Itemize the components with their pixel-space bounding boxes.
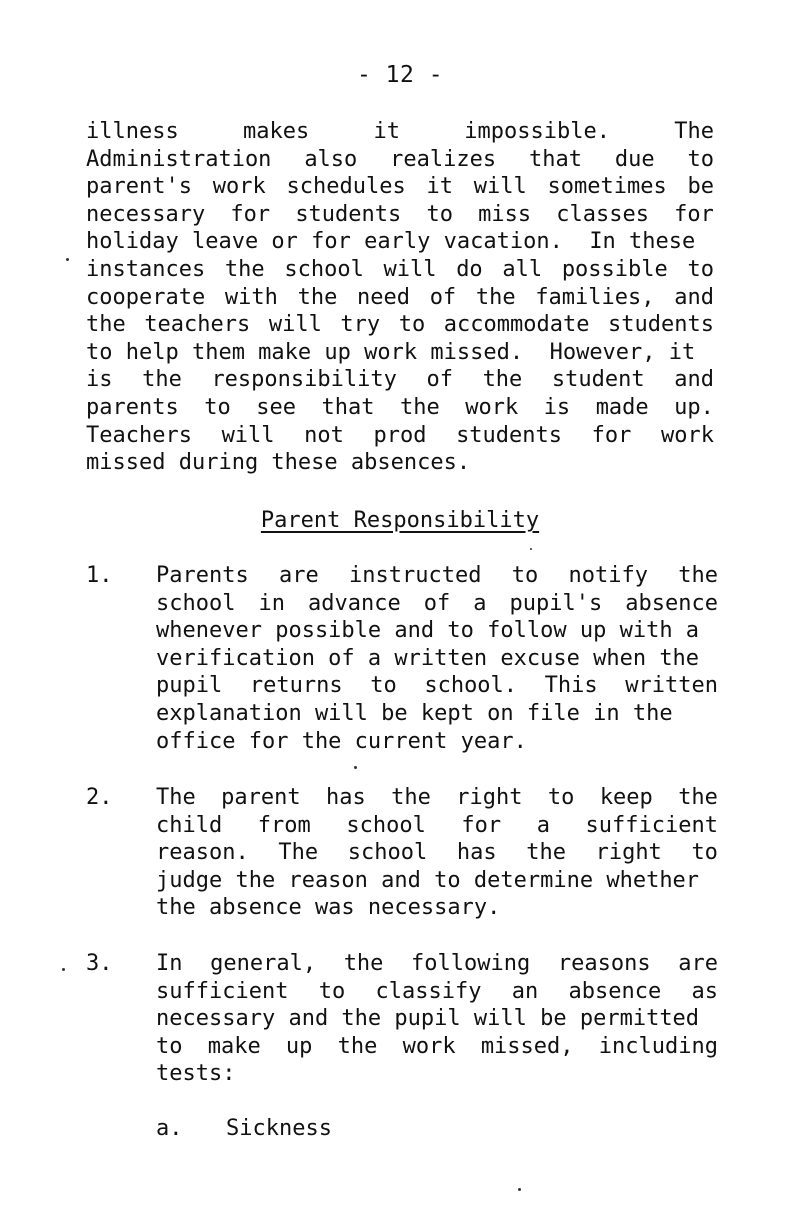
word: Administration	[86, 146, 272, 172]
text-line	[156, 562, 718, 590]
text-line	[156, 812, 718, 840]
word: In	[156, 951, 183, 976]
word: the	[86, 312, 126, 338]
word: The	[278, 840, 319, 866]
text-line	[86, 256, 714, 284]
word: will	[221, 422, 275, 448]
word: school.	[424, 673, 518, 699]
word: try	[340, 312, 381, 338]
word: absence	[568, 978, 662, 1004]
word: to	[156, 1033, 183, 1059]
word: to	[511, 563, 539, 588]
word: has	[456, 840, 497, 866]
word: to	[687, 256, 714, 282]
text-line	[156, 978, 718, 1006]
word: families,	[535, 284, 655, 310]
scan-speck	[62, 968, 65, 971]
word: the	[343, 951, 384, 976]
word: sometimes	[547, 174, 667, 200]
word: absence	[625, 590, 718, 616]
word: cooperate	[86, 284, 206, 310]
word: see	[256, 394, 296, 420]
word: school	[284, 256, 364, 282]
text-line: judge the reason and to determine whether	[156, 867, 700, 893]
scan-speck	[354, 766, 357, 769]
word: accommodate	[443, 312, 590, 338]
word: The	[674, 119, 714, 144]
word: written	[625, 673, 718, 699]
word: advance	[308, 590, 401, 616]
text-line	[156, 1033, 718, 1061]
text-line	[86, 284, 714, 312]
scan-speck	[530, 548, 532, 550]
word: reason.	[156, 840, 249, 866]
word: has	[326, 785, 366, 810]
word: of	[429, 284, 457, 310]
word: to	[547, 785, 575, 810]
word: classes	[556, 201, 649, 227]
word: of	[426, 367, 453, 393]
word: returns	[249, 673, 343, 699]
list-item-body	[156, 784, 718, 922]
word: the	[142, 367, 182, 393]
word: school	[346, 812, 426, 838]
text-line: holiday leave or for early vacation. In these	[86, 229, 696, 255]
word: and	[674, 367, 714, 393]
word: sufficient	[585, 812, 718, 838]
text-line: verification of a written excuse when the	[156, 645, 700, 671]
word: to	[687, 146, 714, 172]
word: students	[295, 201, 402, 227]
word: the	[391, 785, 431, 810]
text-line: office for the current year.	[156, 728, 527, 754]
word: impossible.	[464, 119, 610, 144]
word: parent's	[86, 174, 192, 200]
word: the	[337, 1033, 378, 1059]
list-item-body	[156, 950, 718, 1088]
word: will	[473, 174, 527, 200]
word: pupil	[156, 673, 223, 699]
word: the	[297, 284, 338, 310]
list-item-number: 3.	[86, 951, 113, 976]
text-line: explanation will be kept on file in the	[156, 700, 673, 726]
word: work	[660, 422, 714, 448]
word: classify	[375, 978, 482, 1004]
word: work	[465, 394, 519, 420]
word: for	[674, 201, 714, 227]
word: make	[207, 1033, 261, 1059]
word: sufficient	[156, 978, 289, 1004]
word: to	[426, 201, 453, 227]
word: it	[426, 174, 453, 200]
text-line	[86, 394, 714, 422]
word: parents	[86, 394, 179, 420]
word: are	[278, 563, 319, 588]
text-line	[156, 672, 718, 700]
word: the	[224, 256, 265, 282]
word: including	[598, 1033, 718, 1059]
page-number: - 12 -	[356, 62, 444, 88]
word: the	[475, 284, 516, 310]
word: the	[678, 563, 718, 588]
word: will	[268, 312, 322, 338]
word: are	[678, 951, 718, 976]
word: need	[357, 284, 410, 310]
word: the	[399, 394, 440, 420]
word: keep	[599, 785, 653, 810]
list-item-body	[156, 562, 718, 755]
sub-list-item	[156, 1116, 332, 1141]
word: right	[456, 785, 523, 810]
word: made	[595, 394, 649, 420]
text-line	[156, 590, 718, 618]
text-line: necessary and the pupil will be permitted	[156, 1006, 700, 1032]
word: work	[212, 174, 266, 200]
word: a	[473, 590, 487, 616]
text-line: tests:	[156, 1061, 236, 1087]
word: following	[411, 951, 531, 976]
word: work	[402, 1033, 456, 1059]
word: to	[398, 312, 426, 338]
word: that	[321, 394, 375, 420]
text-line	[86, 311, 714, 339]
word: to	[370, 673, 397, 699]
text-line	[156, 839, 718, 867]
word: of	[423, 590, 451, 616]
word: in	[258, 590, 285, 616]
word: notify	[568, 563, 648, 588]
text-line	[86, 366, 714, 394]
word: the	[482, 367, 523, 393]
word: Parents	[156, 563, 249, 588]
word: to	[318, 978, 346, 1004]
text-line: missed during these absences.	[86, 450, 471, 476]
word: makes	[242, 119, 310, 144]
word: to	[204, 394, 231, 420]
word: school	[156, 590, 236, 616]
word: up	[285, 1033, 313, 1059]
word: illness	[86, 119, 179, 144]
text-line	[156, 784, 718, 812]
word: reasons	[557, 951, 651, 976]
word: instructed	[349, 563, 482, 588]
text-line	[86, 422, 714, 450]
word: the	[526, 840, 566, 866]
word: right	[595, 840, 662, 866]
text-line	[86, 146, 714, 174]
word: prod	[373, 422, 427, 448]
word: child	[156, 812, 223, 838]
word: realizes	[390, 146, 497, 172]
text-line	[86, 118, 714, 146]
text-line	[86, 201, 714, 229]
sub-list-text: Sickness	[226, 1116, 332, 1141]
word: also	[304, 146, 358, 172]
word: as	[691, 978, 718, 1004]
word: missed,	[480, 1033, 574, 1059]
intro-paragraph	[86, 118, 714, 477]
word: student	[551, 367, 645, 393]
word: students	[608, 312, 714, 338]
list-item-number: 1.	[86, 563, 113, 588]
word: miss	[478, 201, 532, 227]
word: necessary	[86, 201, 206, 227]
word: The	[156, 785, 196, 810]
word: all	[502, 256, 543, 282]
word: that	[529, 146, 582, 172]
word: be	[687, 174, 714, 200]
section-heading-text: Parent Responsibility	[260, 508, 540, 533]
word: pupil's	[509, 590, 603, 616]
word: parent	[221, 785, 301, 810]
word: responsibility	[211, 367, 397, 393]
word: for	[461, 812, 502, 838]
word: possible	[561, 256, 668, 282]
word: due	[614, 146, 655, 172]
word: school	[347, 840, 428, 866]
list-item-number: 2.	[86, 785, 113, 810]
word: the	[678, 785, 718, 810]
word: instances	[86, 256, 206, 282]
word: do	[456, 256, 483, 282]
sub-list-letter: a.	[156, 1116, 183, 1141]
text-line: whenever possible and to follow up with a	[156, 618, 700, 644]
word: schedules	[286, 174, 406, 200]
word: with	[224, 284, 278, 310]
word: for	[591, 422, 632, 448]
word: Teachers	[86, 422, 192, 448]
word: for	[230, 201, 271, 227]
word: This	[544, 673, 598, 699]
text-line: the absence was necessary.	[156, 895, 501, 921]
scan-speck	[66, 258, 69, 261]
text-line: to help them make up work missed. However, it	[86, 339, 696, 365]
word: a	[536, 812, 550, 838]
word: is	[543, 394, 571, 420]
word: up.	[674, 394, 714, 420]
word: not	[304, 422, 344, 448]
word: general,	[210, 951, 317, 976]
word: students	[456, 422, 563, 448]
word: teachers	[144, 312, 251, 338]
section-heading	[0, 508, 800, 533]
word: and	[674, 284, 714, 310]
word: will	[383, 256, 437, 282]
text-line	[86, 173, 714, 201]
text-line	[156, 950, 718, 978]
word: to	[691, 840, 718, 866]
scan-speck	[518, 1188, 521, 1191]
word: it	[373, 119, 400, 144]
word: from	[257, 812, 311, 838]
word: an	[511, 978, 539, 1004]
word: is	[86, 367, 113, 393]
